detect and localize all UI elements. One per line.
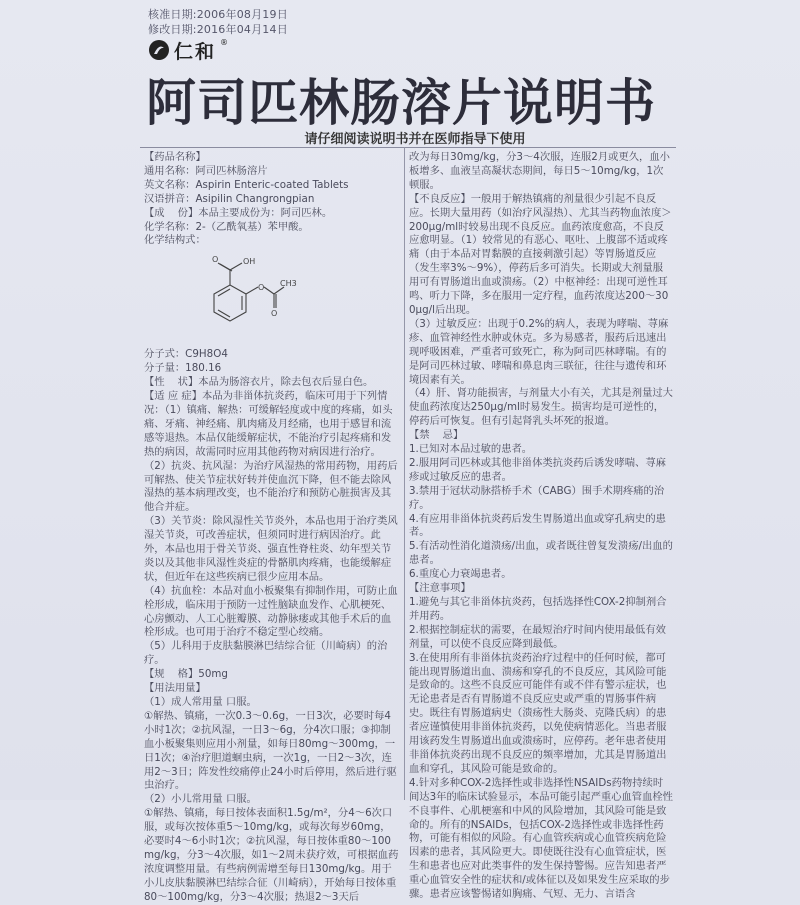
column-divider bbox=[404, 147, 405, 800]
aspirin-structure-diagram bbox=[184, 252, 297, 344]
text-paragraph: 【规 格】50mg bbox=[144, 668, 228, 681]
text-paragraph: 化学名称：2-（乙酰氧基）苯甲酸。 bbox=[144, 220, 309, 233]
text-paragraph: （2）小儿常用量 口服。 bbox=[144, 793, 257, 806]
right-column bbox=[409, 151, 673, 901]
text-paragraph: 汉语拼音：Asipilin Changrongpian bbox=[144, 192, 315, 205]
text-paragraph: 1.已知对本品过敏的患者。 bbox=[409, 443, 533, 456]
page-subtitle: 请仔细阅读说明书并在医师指导下使用 bbox=[304, 132, 526, 147]
text-paragraph: （3）过敏反应：出现于0.2%的病人，表现为哮喘、荨麻疹、血管神经性水肿或休克。多为易感者，服药后迅速出现呼吸困难，严重者可致死亡，称为阿司匹林哮喘。有的是阿司匹林过敏、哮喘和鼻息肉三联征，往往与遗传和环境因素有关。 bbox=[409, 317, 669, 386]
left-section-bottom bbox=[144, 348, 399, 904]
text-paragraph: 化学结构式： bbox=[144, 234, 206, 247]
registered-mark: ® bbox=[220, 37, 229, 47]
text-paragraph: ①解热、镇痛，一次0.3～0.6g，一日3次，必要时每4小时1次；②抗风湿，一日3～6g，分4次口服；③抑制血小板聚集则应用小剂量，如每日80mg～300mg，一日1次；④治疗胆道蛔虫病，一次1g，一日2～3次，连用2～3日；阵发性绞痛停止24小时后停用，然后进行驱虫治疗。 bbox=[144, 709, 397, 792]
brand-mark-icon bbox=[148, 39, 170, 61]
text-paragraph: （4）抗血栓：本品对血小板聚集有抑制作用，可防止血栓形成，临床用于预防一过性脑缺血发作、心肌梗死、心房颤动、人工心脏瓣膜、动静脉瘘或其他手术后的血栓形成。也可用于治疗不稳定型心绞痛。 bbox=[144, 584, 398, 639]
text-paragraph: 分子式：C9H8O4 bbox=[144, 348, 228, 361]
left-column bbox=[144, 151, 399, 903]
revise-date: 修改日期:2016年04月14日 bbox=[148, 23, 288, 36]
text-paragraph: 【性 状】本品为肠溶衣片，除去包衣后显白色。 bbox=[144, 376, 374, 389]
svg-text:O: O bbox=[212, 255, 219, 265]
text-paragraph: 1.避免与其它非甾体抗炎药，包括选择性COX-2抑制剂合并用药。 bbox=[409, 596, 667, 622]
text-paragraph: 通用名称：阿司匹林肠溶片 bbox=[144, 164, 268, 177]
text-paragraph: 5.有活动性消化道溃疡/出血，或者既往曾复发溃疡/出血的患者。 bbox=[409, 540, 673, 567]
text-paragraph: 6.重度心力衰竭患者。 bbox=[409, 568, 512, 581]
text-paragraph: 英文名称：Aspirin Enteric-coated Tablets bbox=[144, 178, 349, 191]
svg-text:O: O bbox=[258, 283, 265, 293]
text-paragraph: （4）肝、肾功能损害，与剂量大小有关，尤其是剂量过大使血药浓度达250μg/ml时易发生。损害均是可逆性的，停药后可恢复。但有引起肾乳头坏死的报道。 bbox=[409, 387, 673, 428]
brand-name: 仁和 bbox=[174, 40, 217, 63]
text-paragraph: （1）成人常用量 口服。 bbox=[144, 696, 257, 708]
text-paragraph: 3.禁用于冠状动脉搭桥手术（CABG）围手术期疼痛的治疗。 bbox=[409, 484, 665, 511]
page-title: 阿司匹林肠溶片说明书 bbox=[146, 74, 656, 132]
approve-date: 核准日期:2006年08月19日 bbox=[148, 8, 288, 21]
text-paragraph: 2.服用阿司匹林或其他非甾体类抗炎药后诱发哮喘、荨麻疹或过敏反应的患者。 bbox=[409, 456, 666, 483]
text-paragraph: 【用法用量】 bbox=[144, 682, 206, 695]
text-paragraph: 2.根据控制症状的需要，在最短治疗时间内使用最低有效剂量，可以使不良反应降到最低。 bbox=[409, 623, 666, 650]
text-paragraph: ①解热、镇痛，每日按体表面积1.5g/m²，分4～6次口服，或每次按体重5～10mg/kg，或每次每岁60mg，必要时4～6小时1次；②抗风湿，每日按体重80～100mg/kg，分3～4次服，如1～2周未获疗效，可根据血药浓度调整用量。有些病例需增至每日130mg/kg。用于小儿皮肤黏膜淋巴结综合征（川崎病），开始每日按体重80～100mg/kg，分3～4次服；热退2～3天后 bbox=[144, 807, 399, 903]
text-paragraph: （3）关节炎：除风湿性关节炎外，本品也用于治疗类风湿关节炎，可改善症状，但须同时进行病因治疗。此外，本品也用于骨关节炎、强直性脊柱炎、幼年型关节炎以及其他非风湿性炎症的骨骼肌肉疼痛，也能缓解症状，但近年在这些疾病已很少应用本品。 bbox=[144, 515, 398, 583]
text-paragraph: 4.针对多种COX-2选择性或非选择性NSAIDs药物持续时间达3年的临床试验显示，本品可能引起严重心血管血栓性不良事件、心肌梗塞和中风的风险增加，其风险可能是致命的。所有的NSAIDs，包括COX-2选择性或非选择性药物，可能有相似的风险。有心血管疾病或心血管疾病危险因素的患者，其风险更大。即使既往没有心血管症状，医生和患者也应对此类事件的发生保持警惕。应告知患者严重心血管安全性的症状和/或体征以及如果发生应采取的步骤。患者应该警惕诸如胸痛、气短、无力、言语含 bbox=[409, 776, 673, 901]
structure-label-oh: OH bbox=[243, 257, 256, 267]
text-paragraph: 4.有应用非甾体抗炎药后发生胃肠道出血或穿孔病史的患者。 bbox=[409, 512, 666, 539]
text-paragraph: （2）抗炎、抗风湿：为治疗风湿热的常用药物，用药后可解热、使关节症状好转并使血沉下降，但不能去除风湿热的基本病理改变，也不能治疗和预防心脏损害及其他合并症。 bbox=[144, 459, 398, 514]
text-paragraph: 3.在使用所有非甾体抗炎药治疗过程中的任何时候，都可能出现胃肠道出血、溃疡和穿孔的不良反应，其风险可能是致命的。这些不良反应可能伴有或不伴有警示症状，也无论患者是否有胃肠道不良反应史或严重的胃肠事件病史。既往有胃肠道病史（溃疡性大肠炎、克隆氏病）的患者应谨慎使用非甾体抗炎药，以免使病情恶化。当患者服用该药发生胃肠道出血或溃疡时，应停药。老年患者使用非甾体抗炎药出现不良反应的频率增加，尤其是胃肠道出血和穿孔，其风险可能是致命的。 bbox=[409, 651, 667, 775]
text-paragraph: 【注意事项】 bbox=[409, 582, 471, 595]
text-paragraph: 分子量：180.16 bbox=[144, 362, 222, 375]
svg-text:O: O bbox=[271, 309, 278, 319]
text-paragraph: 【不良反应】一般用于解热镇痛的剂量很少引起不良反应。长期大量用药（如治疗风湿热）、尤其当药物血浓度＞200μg/ml时较易出现不良反应。血药浓度愈高，不良反应愈明显。（1）较常见的有恶心、呕吐、上腹部不适或疼痛（由于本品对胃黏膜的直接刺激引起）等胃肠道反应（发生率3%～9%），停药后多可消失。长期或大剂量服用可有胃肠道出血或溃疡。（2）中枢神经：出现可逆性耳鸣、听力下降，多在服用一定疗程，血药浓度达200～300μg/l后出现。 bbox=[409, 192, 672, 316]
text-paragraph: （5）儿科用于皮肤黏膜淋巴结综合征（川崎病）的治疗。 bbox=[144, 640, 388, 667]
text-paragraph: 【成 份】本品主要成份为：阿司匹林。 bbox=[144, 206, 333, 219]
brand-logo bbox=[148, 38, 228, 62]
structure-label-ch3: CH3 bbox=[280, 279, 297, 289]
left-section-top bbox=[144, 151, 399, 248]
text-paragraph: 【禁 忌】 bbox=[409, 429, 464, 442]
text-paragraph: 改为每日30mg/kg，分3～4次服，连服2月或更久，血小板增多、血液呈高凝状态期间，每日5～10mg/kg，1次顿服。 bbox=[409, 151, 670, 191]
text-paragraph: 【药品名称】 bbox=[144, 151, 206, 163]
text-paragraph: 【适 应 症】本品为非甾体抗炎药，临床可用于下列情况：（1）镇痛、解热：可缓解轻度或中度的疼痛，如头痛、牙痛、神经痛、肌肉痛及月经痛，也用于感冒和流感等退热。本品仅能缓解症状，不能治疗引起疼痛和发热的病因，故需同时应用其他药物对病因进行治疗。 bbox=[144, 390, 393, 458]
right-section bbox=[409, 151, 673, 902]
